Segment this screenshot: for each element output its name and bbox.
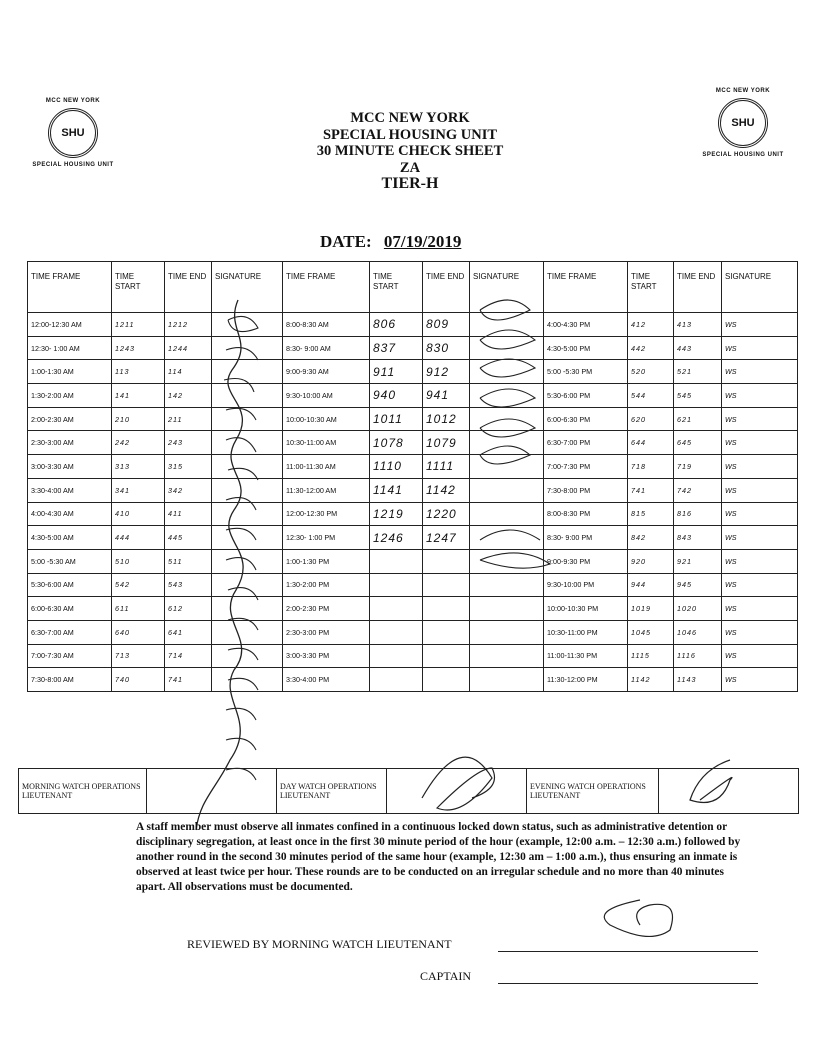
time-start-pm-cell[interactable]: 1115	[628, 644, 674, 668]
time-end-day-cell[interactable]	[423, 644, 470, 668]
time-frame-pm-cell: 5:00 -5:30 PM	[544, 360, 628, 384]
time-end-am-cell[interactable]: 243	[165, 431, 212, 455]
col-time-end: TIME END	[674, 262, 722, 313]
time-end-pm-cell[interactable]: 719	[674, 455, 722, 479]
time-start-pm-cell[interactable]: 815	[628, 502, 674, 526]
time-frame-day-cell: 1:30-2:00 PM	[283, 573, 370, 597]
signature-pm-cell[interactable]: WS	[722, 620, 798, 644]
seal-icon: SHU	[48, 108, 98, 158]
time-end-pm-cell[interactable]: 843	[674, 526, 722, 550]
time-frame-day-cell: 11:30-12:00 AM	[283, 478, 370, 502]
time-frame-am-cell: 5:30-6:00 AM	[28, 573, 112, 597]
table-row	[28, 526, 798, 550]
table-row	[28, 384, 798, 408]
time-end-pm-cell[interactable]: 545	[674, 384, 722, 408]
time-frame-pm-cell: 4:00-4:30 PM	[544, 313, 628, 337]
signature-am-cell[interactable]	[212, 384, 283, 408]
watch-lieutenant-table	[18, 768, 799, 814]
time-start-am-cell[interactable]: 1243	[112, 336, 165, 360]
time-frame-day-cell: 8:30- 9:00 AM	[283, 336, 370, 360]
time-end-pm-cell[interactable]: 413	[674, 313, 722, 337]
time-frame-am-cell: 4:00-4:30 AM	[28, 502, 112, 526]
date-line	[320, 232, 461, 252]
signature-am-cell[interactable]	[212, 526, 283, 550]
signature-pm-cell[interactable]: WS	[722, 407, 798, 431]
table-row	[28, 549, 798, 573]
logo-caption-top: MCC NEW YORK	[715, 88, 771, 94]
time-end-day-cell[interactable]: 1111	[423, 455, 470, 479]
captain-label: CAPTAIN	[420, 969, 472, 983]
time-end-day-cell[interactable]	[423, 620, 470, 644]
signature-am-cell[interactable]	[212, 407, 283, 431]
time-start-day-cell[interactable]	[370, 668, 423, 692]
captain-signature-line[interactable]	[498, 983, 758, 984]
signature-day-cell[interactable]	[470, 407, 544, 431]
col-time-frame: TIME FRAME	[28, 262, 112, 313]
date-label: DATE:	[320, 232, 372, 251]
signature-day-cell[interactable]	[470, 549, 544, 573]
time-start-day-cell[interactable]	[370, 644, 423, 668]
shu-logo-right	[688, 88, 798, 158]
table-row	[28, 573, 798, 597]
signature-am-cell[interactable]	[212, 431, 283, 455]
time-end-day-cell[interactable]: 1247	[423, 526, 470, 550]
reviewed-signature-line[interactable]	[498, 951, 758, 952]
time-start-pm-cell[interactable]: 520	[628, 360, 674, 384]
time-start-am-cell[interactable]: 740	[112, 668, 165, 692]
time-frame-pm-cell: 6:00-6:30 PM	[544, 407, 628, 431]
time-end-am-cell[interactable]: 142	[165, 384, 212, 408]
signature-am-cell[interactable]	[212, 573, 283, 597]
header-institution: MCC NEW YORK	[350, 110, 470, 126]
day-watch-signature-field[interactable]	[387, 769, 527, 814]
time-end-day-cell[interactable]	[423, 668, 470, 692]
time-start-am-cell[interactable]: 611	[112, 597, 165, 621]
signature-day-cell[interactable]	[470, 644, 544, 668]
table-row	[28, 360, 798, 384]
time-frame-am-cell: 7:00-7:30 AM	[28, 644, 112, 668]
time-end-am-cell[interactable]: 612	[165, 597, 212, 621]
signature-am-cell[interactable]	[212, 313, 283, 337]
col-signature: SIGNATURE	[212, 262, 283, 313]
instructions-paragraph: A staff member must observe all inmates confined in a continuous locked down status, such as administrative detention or disciplinary segregation, at least once in the first 30 minute period of the hour (example, 12:00 a.m. – 12:30 a.m.) followed by another round in the second 30 minutes period of the same hour (example, 12:30 am – 1:00 a.m.), thus ensuring an inmate is observed at least twice per hour. These rounds are to be conducted on an irregular schedule and no more than 40 minutes apart. All observations must be documented.	[136, 821, 741, 893]
time-end-am-cell[interactable]: 411	[165, 502, 212, 526]
signature-pm-cell[interactable]: WS	[722, 573, 798, 597]
time-frame-day-cell: 2:00-2:30 PM	[283, 597, 370, 621]
time-start-day-cell[interactable]: 1219	[370, 502, 423, 526]
time-start-day-cell[interactable]: 911	[370, 360, 423, 384]
col-time-start: TIME START	[628, 262, 674, 313]
logo-caption-bottom: SPECIAL HOUSING UNIT	[32, 162, 114, 168]
table-row	[28, 668, 798, 692]
time-frame-pm-cell: 11:00-11:30 PM	[544, 644, 628, 668]
time-start-day-cell[interactable]: 1011	[370, 407, 423, 431]
table-row	[28, 478, 798, 502]
signature-am-cell[interactable]	[212, 502, 283, 526]
time-frame-pm-cell: 8:00-8:30 PM	[544, 502, 628, 526]
col-time-start: TIME START	[112, 262, 165, 313]
col-signature: SIGNATURE	[722, 262, 798, 313]
time-end-day-cell[interactable]: 1142	[423, 478, 470, 502]
time-start-pm-cell[interactable]: 1045	[628, 620, 674, 644]
time-end-am-cell[interactable]: 714	[165, 644, 212, 668]
table-row	[28, 336, 798, 360]
time-end-am-cell[interactable]: 511	[165, 549, 212, 573]
time-start-day-cell[interactable]	[370, 620, 423, 644]
time-frame-pm-cell: 7:00-7:30 PM	[544, 455, 628, 479]
time-end-am-cell[interactable]: 114	[165, 360, 212, 384]
signature-pm-cell[interactable]: WS	[722, 431, 798, 455]
time-frame-pm-cell: 7:30-8:00 PM	[544, 478, 628, 502]
signature-am-cell[interactable]	[212, 455, 283, 479]
col-time-end: TIME END	[165, 262, 212, 313]
time-end-day-cell[interactable]	[423, 597, 470, 621]
header-unit: SPECIAL HOUSING UNIT	[322, 126, 498, 143]
time-frame-am-cell: 2:00-2:30 AM	[28, 407, 112, 431]
signature-pm-cell[interactable]: WS	[722, 644, 798, 668]
morning-watch-label: MORNING WATCH OPERATIONS LIEUTENANT	[19, 769, 147, 814]
time-end-pm-cell[interactable]: 443	[674, 336, 722, 360]
time-end-pm-cell[interactable]: 521	[674, 360, 722, 384]
time-end-pm-cell[interactable]: 742	[674, 478, 722, 502]
header-range: ZA	[399, 159, 421, 176]
time-start-pm-cell[interactable]: 620	[628, 407, 674, 431]
time-start-day-cell[interactable]: 1246	[370, 526, 423, 550]
time-end-am-cell[interactable]: 1244	[165, 336, 212, 360]
time-start-am-cell[interactable]: 141	[112, 384, 165, 408]
signature-day-cell[interactable]	[470, 431, 544, 455]
morning-watch-signature-field[interactable]	[147, 769, 277, 814]
reviewed-by-label: REVIEWED BY MORNING WATCH LIEUTENANT	[187, 937, 452, 951]
signature-day-cell[interactable]	[470, 620, 544, 644]
signature-pm-cell[interactable]: WS	[722, 597, 798, 621]
signature-pm-cell[interactable]: WS	[722, 455, 798, 479]
time-start-pm-cell[interactable]: 920	[628, 549, 674, 573]
time-frame-am-cell: 3:00-3:30 AM	[28, 455, 112, 479]
time-start-am-cell[interactable]: 210	[112, 407, 165, 431]
time-frame-am-cell: 1:30-2:00 AM	[28, 384, 112, 408]
time-frame-day-cell: 3:30-4:00 PM	[283, 668, 370, 692]
signature-day-cell[interactable]	[470, 526, 544, 550]
watch-row	[19, 769, 799, 814]
time-start-am-cell[interactable]: 242	[112, 431, 165, 455]
time-end-pm-cell[interactable]: 1143	[674, 668, 722, 692]
time-start-am-cell[interactable]: 713	[112, 644, 165, 668]
time-end-pm-cell[interactable]: 945	[674, 573, 722, 597]
evening-watch-label: EVENING WATCH OPERATIONS LIEUTENANT	[527, 769, 659, 814]
time-frame-am-cell: 7:30-8:00 AM	[28, 668, 112, 692]
signature-am-cell[interactable]	[212, 620, 283, 644]
time-start-am-cell[interactable]: 444	[112, 526, 165, 550]
time-start-pm-cell[interactable]: 442	[628, 336, 674, 360]
time-end-am-cell[interactable]: 342	[165, 478, 212, 502]
time-start-am-cell[interactable]: 313	[112, 455, 165, 479]
time-frame-day-cell: 12:30- 1:00 PM	[283, 526, 370, 550]
signature-am-cell[interactable]	[212, 336, 283, 360]
time-frame-pm-cell: 9:00-9:30 PM	[544, 549, 628, 573]
time-end-pm-cell[interactable]: 816	[674, 502, 722, 526]
time-start-am-cell[interactable]: 410	[112, 502, 165, 526]
signature-pm-cell[interactable]: WS	[722, 336, 798, 360]
table-row	[28, 597, 798, 621]
table-row	[28, 313, 798, 337]
time-start-day-cell[interactable]: 1078	[370, 431, 423, 455]
time-start-pm-cell[interactable]: 944	[628, 573, 674, 597]
header-tier: TIER-H	[381, 175, 439, 192]
time-end-day-cell[interactable]: 1012	[423, 407, 470, 431]
seal-icon: SHU	[718, 98, 768, 148]
time-start-am-cell[interactable]: 510	[112, 549, 165, 573]
time-start-pm-cell[interactable]: 412	[628, 313, 674, 337]
time-frame-am-cell: 5:00 -5:30 AM	[28, 549, 112, 573]
time-end-day-cell[interactable]: 830	[423, 336, 470, 360]
time-start-pm-cell[interactable]: 644	[628, 431, 674, 455]
time-start-pm-cell[interactable]: 741	[628, 478, 674, 502]
table-row	[28, 644, 798, 668]
time-frame-day-cell: 3:00-3:30 PM	[283, 644, 370, 668]
time-frame-day-cell: 12:00-12:30 PM	[283, 502, 370, 526]
time-end-pm-cell[interactable]: 921	[674, 549, 722, 573]
signature-day-cell[interactable]	[470, 573, 544, 597]
time-end-pm-cell[interactable]: 1020	[674, 597, 722, 621]
time-start-pm-cell[interactable]: 1142	[628, 668, 674, 692]
header-form-title: 30 MINUTE CHECK SHEET	[316, 143, 504, 159]
time-end-day-cell[interactable]: 941	[423, 384, 470, 408]
time-end-day-cell[interactable]: 912	[423, 360, 470, 384]
time-start-am-cell[interactable]: 113	[112, 360, 165, 384]
signature-day-cell[interactable]	[470, 455, 544, 479]
col-signature: SIGNATURE	[470, 262, 544, 313]
table-row	[28, 455, 798, 479]
time-end-pm-cell[interactable]: 1046	[674, 620, 722, 644]
signature-am-cell[interactable]	[212, 644, 283, 668]
col-time-start: TIME START	[370, 262, 423, 313]
time-frame-pm-cell: 10:00-10:30 PM	[544, 597, 628, 621]
signature-am-cell[interactable]	[212, 549, 283, 573]
signature-day-cell[interactable]	[470, 360, 544, 384]
time-start-pm-cell[interactable]: 842	[628, 526, 674, 550]
signature-am-cell[interactable]	[212, 360, 283, 384]
time-frame-am-cell: 2:30-3:00 AM	[28, 431, 112, 455]
time-end-day-cell[interactable]: 1079	[423, 431, 470, 455]
time-end-am-cell[interactable]: 445	[165, 526, 212, 550]
time-start-day-cell[interactable]	[370, 597, 423, 621]
time-frame-pm-cell: 6:30-7:00 PM	[544, 431, 628, 455]
document-header	[260, 110, 560, 193]
time-frame-day-cell: 10:00-10:30 AM	[283, 407, 370, 431]
time-start-day-cell[interactable]: 806	[370, 313, 423, 337]
table-row	[28, 502, 798, 526]
signature-pm-cell[interactable]: WS	[722, 549, 798, 573]
signature-am-cell[interactable]	[212, 478, 283, 502]
time-end-am-cell[interactable]: 211	[165, 407, 212, 431]
table-row	[28, 620, 798, 644]
time-frame-pm-cell: 9:30-10:00 PM	[544, 573, 628, 597]
time-frame-am-cell: 1:00-1:30 AM	[28, 360, 112, 384]
col-time-frame: TIME FRAME	[283, 262, 370, 313]
signature-pm-cell[interactable]: WS	[722, 313, 798, 337]
time-frame-pm-cell: 10:30-11:00 PM	[544, 620, 628, 644]
time-frame-day-cell: 9:00-9:30 AM	[283, 360, 370, 384]
signature-am-cell[interactable]	[212, 597, 283, 621]
signature-pm-cell[interactable]: WS	[722, 384, 798, 408]
time-start-day-cell[interactable]: 837	[370, 336, 423, 360]
day-watch-label: DAY WATCH OPERATIONS LIEUTENANT	[277, 769, 387, 814]
time-frame-am-cell: 6:00-6:30 AM	[28, 597, 112, 621]
col-time-end: TIME END	[423, 262, 470, 313]
signature-day-cell[interactable]	[470, 384, 544, 408]
time-start-pm-cell[interactable]: 718	[628, 455, 674, 479]
time-end-day-cell[interactable]	[423, 573, 470, 597]
time-start-day-cell[interactable]	[370, 573, 423, 597]
time-frame-am-cell: 4:30-5:00 AM	[28, 526, 112, 550]
time-frame-pm-cell: 11:30-12:00 PM	[544, 668, 628, 692]
time-end-am-cell[interactable]: 1212	[165, 313, 212, 337]
time-end-am-cell[interactable]: 641	[165, 620, 212, 644]
time-start-day-cell[interactable]: 940	[370, 384, 423, 408]
logo-caption-top: MCC NEW YORK	[45, 98, 101, 104]
signature-day-cell[interactable]	[470, 597, 544, 621]
time-frame-am-cell: 3:30-4:00 AM	[28, 478, 112, 502]
time-frame-pm-cell: 5:30-6:00 PM	[544, 384, 628, 408]
time-frame-am-cell: 12:30- 1:00 AM	[28, 336, 112, 360]
signature-pm-cell[interactable]: WS	[722, 478, 798, 502]
time-end-pm-cell[interactable]: 1116	[674, 644, 722, 668]
logo-caption-bottom: SPECIAL HOUSING UNIT	[702, 152, 784, 158]
time-frame-day-cell: 11:00-11:30 AM	[283, 455, 370, 479]
time-frame-day-cell: 8:00-8:30 AM	[283, 313, 370, 337]
time-start-am-cell[interactable]: 542	[112, 573, 165, 597]
time-end-am-cell[interactable]: 543	[165, 573, 212, 597]
shu-logo-left	[18, 98, 128, 168]
signature-day-cell[interactable]	[470, 502, 544, 526]
col-time-frame: TIME FRAME	[544, 262, 628, 313]
signature-pm-cell[interactable]: WS	[722, 526, 798, 550]
time-end-day-cell[interactable]	[423, 549, 470, 573]
time-end-pm-cell[interactable]: 645	[674, 431, 722, 455]
signature-day-cell[interactable]	[470, 313, 544, 337]
time-end-day-cell[interactable]: 1220	[423, 502, 470, 526]
time-end-day-cell[interactable]: 809	[423, 313, 470, 337]
time-start-pm-cell[interactable]: 1019	[628, 597, 674, 621]
time-frame-pm-cell: 8:30- 9:00 PM	[544, 526, 628, 550]
time-start-am-cell[interactable]: 341	[112, 478, 165, 502]
table-header-row	[28, 262, 798, 313]
time-frame-am-cell: 6:30-7:00 AM	[28, 620, 112, 644]
time-start-day-cell[interactable]: 1141	[370, 478, 423, 502]
evening-watch-signature-field[interactable]	[659, 769, 799, 814]
time-start-day-cell[interactable]: 1110	[370, 455, 423, 479]
signature-am-cell[interactable]	[212, 668, 283, 692]
signature-day-cell[interactable]	[470, 478, 544, 502]
date-value: 07/19/2019	[383, 232, 462, 251]
time-frame-day-cell: 1:00-1:30 PM	[283, 549, 370, 573]
time-frame-day-cell: 9:30-10:00 AM	[283, 384, 370, 408]
table-row	[28, 431, 798, 455]
time-frame-day-cell: 2:30-3:00 PM	[283, 620, 370, 644]
signature-pm-cell[interactable]: WS	[722, 668, 798, 692]
time-frame-am-cell: 12:00-12:30 AM	[28, 313, 112, 337]
signature-day-cell[interactable]	[470, 336, 544, 360]
table-row	[28, 407, 798, 431]
time-frame-day-cell: 10:30-11:00 AM	[283, 431, 370, 455]
time-frame-pm-cell: 4:30-5:00 PM	[544, 336, 628, 360]
check-table	[27, 261, 798, 692]
signature-day-cell[interactable]	[470, 668, 544, 692]
signature-pm-cell[interactable]: WS	[722, 502, 798, 526]
time-start-pm-cell[interactable]: 544	[628, 384, 674, 408]
time-start-am-cell[interactable]: 640	[112, 620, 165, 644]
time-start-day-cell[interactable]	[370, 549, 423, 573]
time-end-am-cell[interactable]: 741	[165, 668, 212, 692]
time-start-am-cell[interactable]: 1211	[112, 313, 165, 337]
time-end-am-cell[interactable]: 315	[165, 455, 212, 479]
time-end-pm-cell[interactable]: 621	[674, 407, 722, 431]
signature-pm-cell[interactable]: WS	[722, 360, 798, 384]
